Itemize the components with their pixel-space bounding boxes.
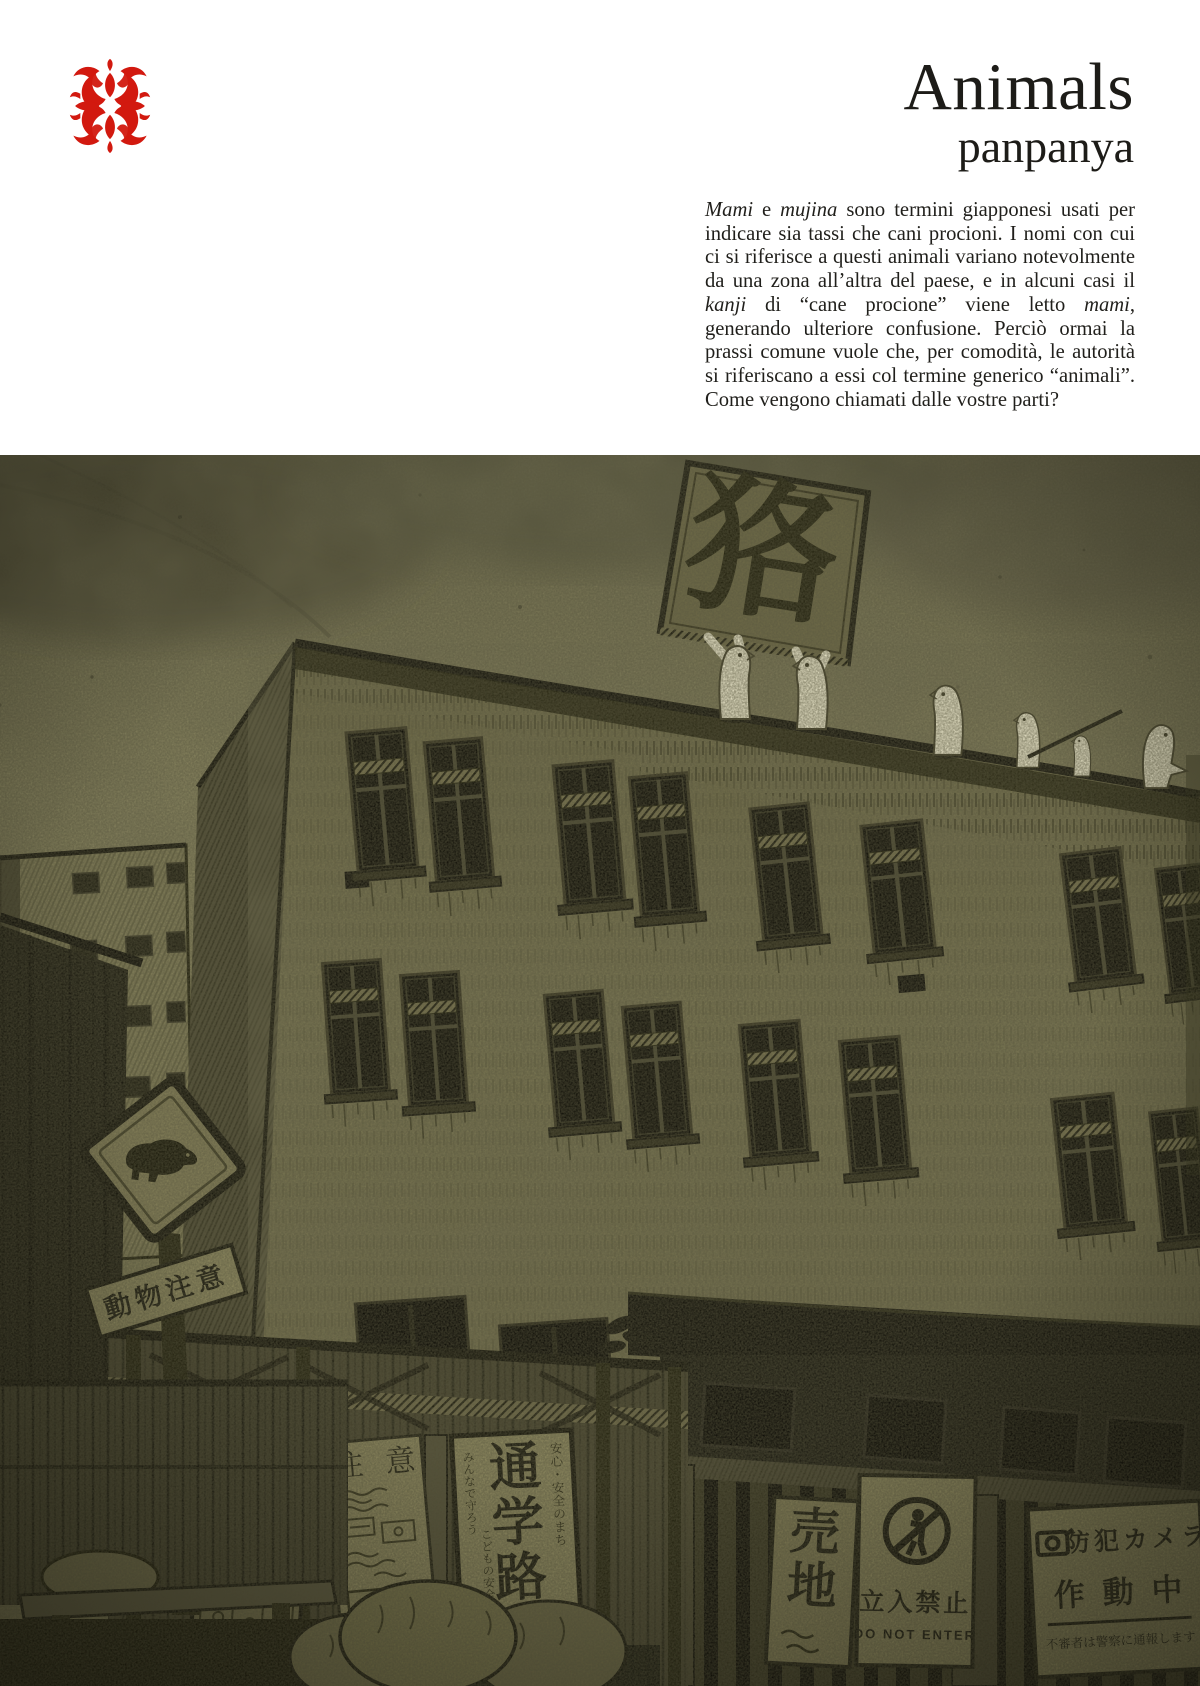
cover-illustration: [0, 455, 1200, 1686]
intro-italic: Mami: [705, 199, 754, 221]
intro-italic: mujina: [780, 199, 838, 221]
page-title: Animals: [903, 50, 1134, 124]
intro-paragraph: Mami e mujina sono termini giapponesi usati per indicare sia tassi che cani procioni. I nomi con cui ci si riferisce a questi animali variano notevolmente da una zona all’altra del paese, e in alcuni casi il kanji di “cane procione” viene letto mami, generando ulteriore confusione. Perciò ormai la prassi comune vuole che, per comodità, le autorità si riferiscano a essi col termine generico “animali”. Come vengono chiamati dalle vostre parti?: [705, 199, 1136, 411]
intro-italic: kanji: [705, 293, 747, 316]
vignette: [0, 455, 1200, 1686]
author-name: panpanya: [957, 121, 1134, 173]
publisher-logo-icon: [66, 58, 154, 154]
intro-italic: mami: [1084, 293, 1130, 316]
intro-block: [705, 199, 1135, 412]
masthead: [600, 50, 1134, 173]
